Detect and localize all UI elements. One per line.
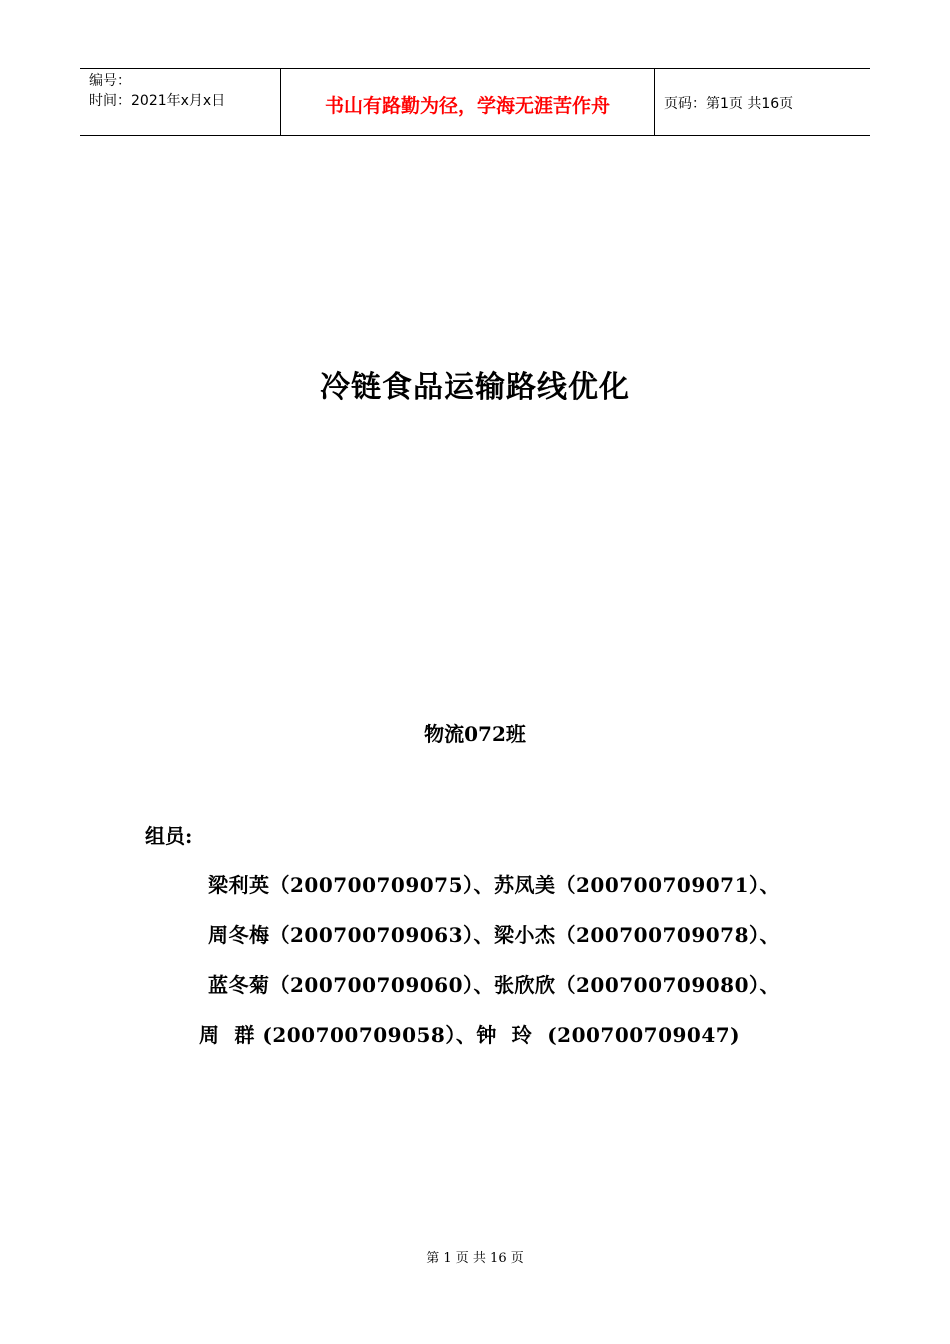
header-page-info: 页码：第1页 共16页 [664, 95, 794, 112]
class-name: 物流072班 [424, 722, 526, 746]
document-title: 冷链食品运输路线优化 [320, 370, 630, 405]
member-line: 周冬梅（200700709063）、梁小杰（200700709078）、 [208, 923, 780, 947]
page-header [80, 68, 870, 136]
member-line: 周 群 (200700709058）、钟 玲 (200700709047) [199, 1023, 741, 1047]
members-label: 组员: [145, 824, 193, 848]
header-motto: 书山有路勤为径，学海无涯苦作舟 [281, 69, 655, 135]
header-meta [80, 69, 281, 135]
member-line: 蓝冬菊（200700709060）、张欣欣（200700709080）、 [208, 973, 780, 997]
header-time-label: 时间：2021年x月x日 [89, 93, 226, 109]
header-number-label: 编号： [89, 73, 131, 89]
member-line: 梁利英（200700709075）、苏凤美（200700709071）、 [208, 873, 780, 897]
page-footer: 第 1 页 共 16 页 [426, 1251, 524, 1266]
